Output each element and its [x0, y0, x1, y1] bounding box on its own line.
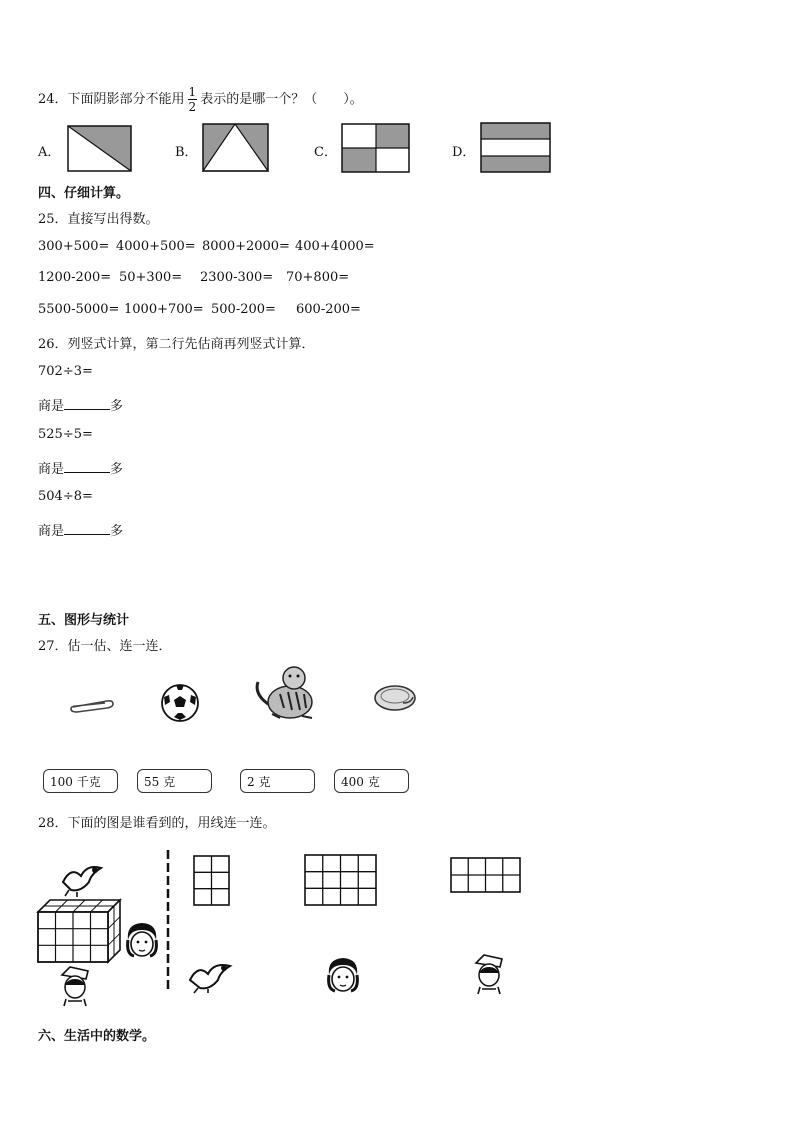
estimate-suffix: 多 — [110, 524, 124, 539]
q26-estimate-line — [38, 520, 123, 539]
q25-item: 500-200= — [211, 302, 276, 317]
weight-box[interactable]: 2 克 — [240, 769, 315, 793]
q26-title: 26．列竖式计算，第二行先估商再列竖式计算． — [38, 337, 315, 352]
option-d-figure — [480, 122, 552, 174]
q25-item: 600-200= — [296, 302, 361, 317]
estimate-prefix: 商是 — [38, 399, 65, 414]
option-c-label: C． — [314, 145, 337, 160]
bird-icon — [186, 958, 238, 994]
view-grid-2x3 — [193, 855, 231, 907]
q25-item: 50+300= — [119, 270, 183, 285]
boy-with-hat-icon — [56, 963, 94, 1007]
q24-prefix: 24．下面阴影部分不能用 — [38, 92, 185, 107]
q25-item: 400+4000= — [295, 239, 375, 254]
option-a-label: A． — [38, 145, 61, 160]
q26-expression: 702÷3= — [38, 364, 93, 379]
q24-question — [38, 86, 363, 113]
estimate-suffix: 多 — [110, 399, 124, 414]
q26-estimate-line — [38, 458, 123, 477]
weight-box[interactable]: 400 克 — [334, 769, 409, 793]
option-c-figure — [341, 123, 411, 173]
section-4-heading: 四、仔细计算。 — [38, 186, 130, 201]
weight-box[interactable]: 100 千克 — [43, 769, 118, 793]
paperclip-icon — [69, 697, 115, 713]
option-a-figure — [67, 125, 133, 173]
answer-blank[interactable] — [64, 397, 110, 410]
estimate-suffix: 多 — [110, 462, 124, 477]
q26-expression: 504÷8= — [38, 489, 93, 504]
q25-title: 25．直接写出得数。 — [38, 212, 159, 227]
fraction-one-half — [188, 86, 198, 113]
answer-blank[interactable] — [64, 522, 110, 535]
q25-item: 300+500= — [38, 239, 110, 254]
plate-icon — [373, 683, 419, 713]
q25-item: 2300-300= — [200, 270, 274, 285]
estimate-prefix: 商是 — [38, 524, 65, 539]
q28-title: 28．下面的图是谁看到的，用线连一连。 — [38, 816, 276, 831]
girl-icon — [124, 920, 160, 960]
fraction-numerator: 1 — [188, 85, 197, 99]
option-b-figure — [202, 123, 270, 173]
boy-with-hat-icon — [470, 951, 508, 995]
fraction-denominator: 2 — [188, 100, 197, 114]
q24-suffix: 表示的是哪一个？（ ）。 — [200, 92, 363, 107]
tiger-icon — [250, 664, 318, 720]
option-b-label: B． — [175, 145, 198, 160]
girl-icon — [325, 955, 361, 995]
view-grid-4x3 — [304, 854, 378, 907]
q25-item: 1200-200= — [38, 270, 112, 285]
answer-blank[interactable] — [64, 460, 110, 473]
q26-estimate-line — [38, 395, 123, 414]
q25-item: 1000+700= — [124, 302, 204, 317]
dashed-divider — [166, 850, 170, 990]
q27-title: 27．估一估、连一连． — [38, 639, 172, 654]
q26-expression: 525÷5= — [38, 427, 93, 442]
cube-stack-figure — [36, 898, 122, 964]
view-grid-4x2 — [450, 857, 522, 894]
weight-box[interactable]: 55 克 — [137, 769, 212, 793]
section-5-heading: 五、图形与统计 — [38, 613, 130, 628]
q25-item: 70+800= — [286, 270, 350, 285]
q25-item: 4000+500= — [116, 239, 196, 254]
q25-item: 8000+2000= — [202, 239, 290, 254]
q25-item: 5500-5000= — [38, 302, 120, 317]
soccer-ball-icon — [160, 683, 200, 723]
section-6-heading: 六、生活中的数学。 — [38, 1029, 156, 1044]
option-d-label: D． — [452, 145, 476, 160]
estimate-prefix: 商是 — [38, 462, 65, 477]
bird-icon — [57, 862, 107, 898]
